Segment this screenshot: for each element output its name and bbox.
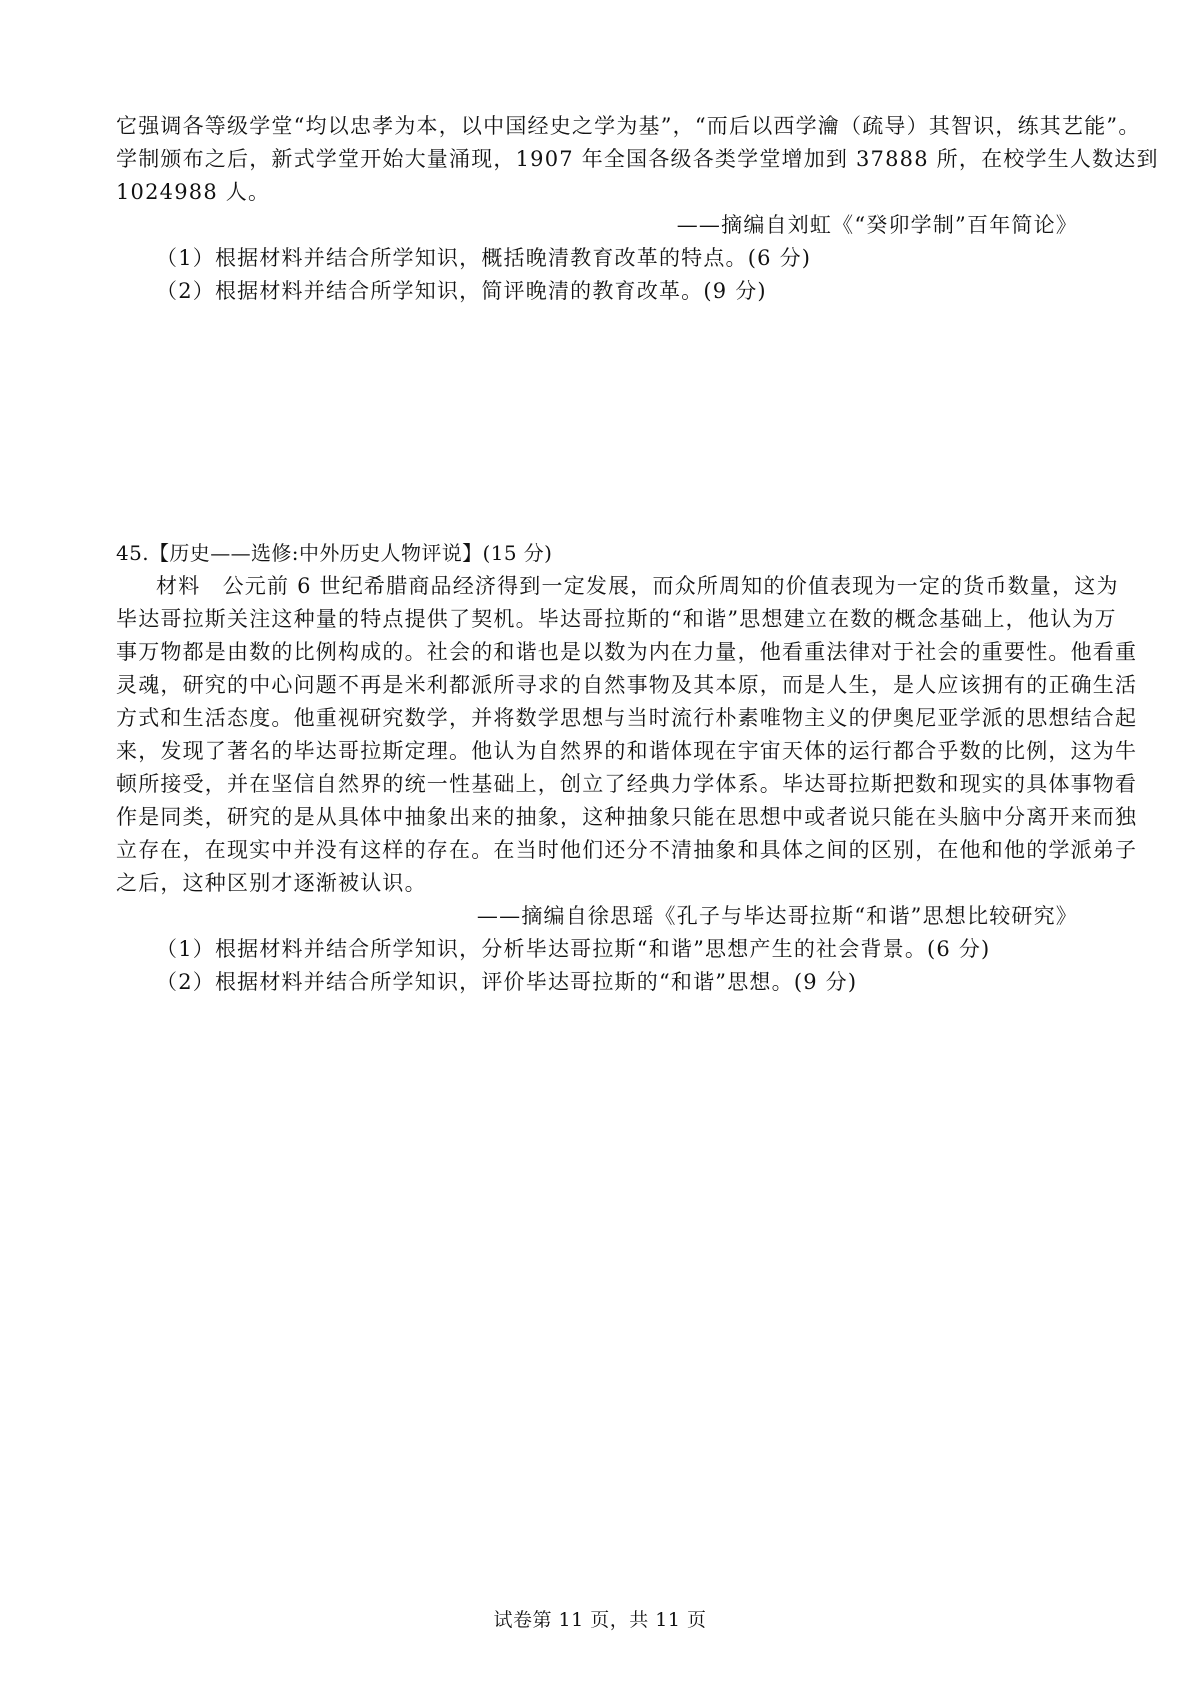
material-line: 1024988 人。 [116,180,271,204]
material-source: ——摘编自刘虹《“癸卯学制”百年简论》 [676,213,1078,237]
page-number: 试卷第 11 页，共 11 页 [493,1609,707,1631]
question-1: （1）根据材料并结合所学知识，分析毕达哥拉斯“和谐”思想产生的社会背景。(6 分) [156,937,991,961]
material-line: 方式和生活态度。他重视研究数学，并将数学思想与当时流行朴素唯物主义的伊奥尼亚学派的思想结合起 [116,706,1138,730]
material-line: 灵魂，研究的中心问题不再是米利都派所寻求的自然事物及其本原，而是人生，是人应该拥有的正确生活 [116,673,1138,697]
material-line: 作是同类，研究的是从具体中抽象出来的抽象，这种抽象只能在思想中或者说只能在头脑中分离开来而独 [116,805,1138,829]
material-line: 事万物都是由数的比例构成的。社会的和谐也是以数为内在力量，他看重法律对于社会的重要性。他看重 [116,640,1138,664]
material-source: ——摘编自徐思瑶《孔子与毕达哥拉斯“和谐”思想比较研究》 [476,904,1078,928]
question-1: （1）根据材料并结合所学知识，概括晚清教育改革的特点。(6 分) [156,246,812,270]
material-line: 立存在，在现实中并没有这样的存在。在当时他们还分不清抽象和具体之间的区别，在他和他的学派弟子 [116,838,1138,862]
material-line: 来，发现了著名的毕达哥拉斯定理。他认为自然界的和谐体现在宇宙天体的运行都合乎数的比例，这为牛 [116,739,1138,763]
material-line: 顿所接受，并在坚信自然界的统一性基础上，创立了经典力学体系。毕达哥拉斯把数和现实的具体事物看 [116,772,1138,796]
question-2: （2）根据材料并结合所学知识，简评晚清的教育改革。(9 分) [156,279,767,303]
question-2: （2）根据材料并结合所学知识，评价毕达哥拉斯的“和谐”思想。(9 分) [156,970,858,994]
material-line: 它强调各等级学堂“均以忠孝为本，以中国经史之学为基”，“而后以西学瀹（疏导）其智识，练其艺能”。 [116,114,1141,138]
material-line: 材料 公元前 6 世纪希腊商品经济得到一定发展，而众所周知的价值表现为一定的货币数量，这为 [156,574,1119,598]
material-line: 毕达哥拉斯关注这种量的特点提供了契机。毕达哥拉斯的“和谐”思想建立在数的概念基础上，他认为万 [116,607,1117,631]
material-line: 之后，这种区别才逐渐被认识。 [116,871,427,895]
material-line: 学制颁布之后，新式学堂开始大量涌现，1907 年全国各级各类学堂增加到 37888 所，在校学生人数达到 [116,147,1159,171]
question-heading: 45.【历史——选修:中外历史人物评说】(15 分) [116,541,553,565]
